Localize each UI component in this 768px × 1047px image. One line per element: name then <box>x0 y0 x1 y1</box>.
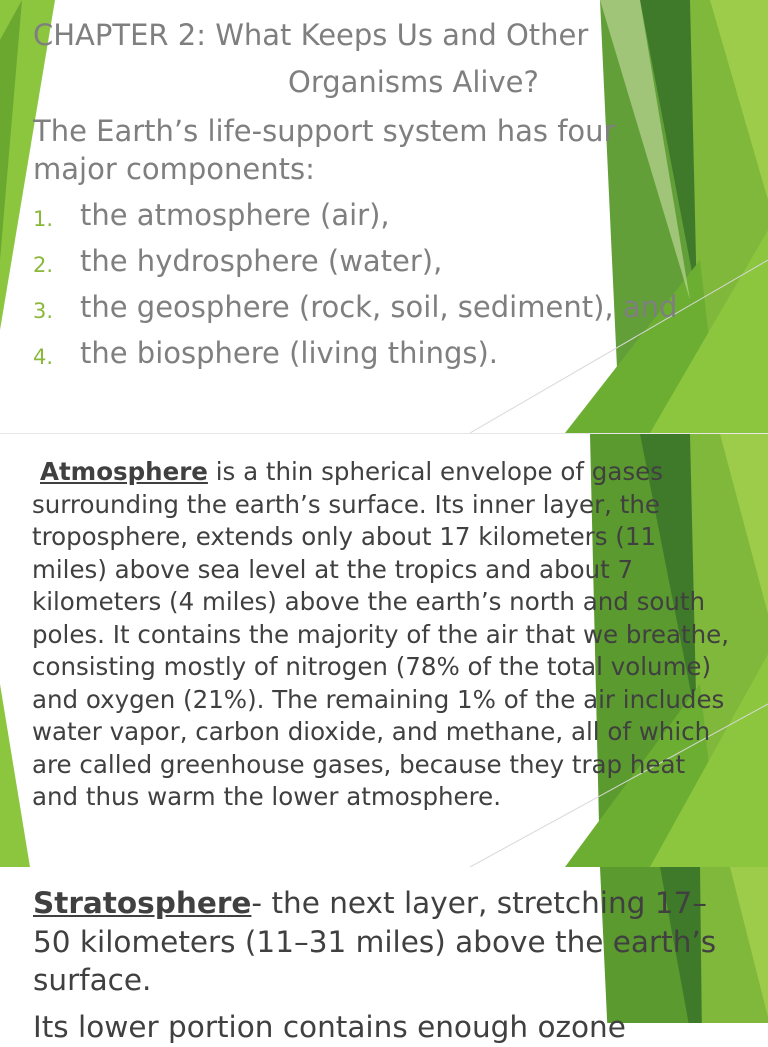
atmosphere-body: is a thin spherical envelope of gases surrounding the earth’s surface. Its inner layer, the troposphere, extends only about 17 kilometers (11 miles) above sea level at the tropics and about 7 kilometers (4 miles) above the earth’s north and south poles. It contains the majority of the air that we breathe, consisting mostly of nitrogen (78% of the total volume) and oxygen (21%). The remaining 1% of the air includes water vapor, carbon dioxide, and methane, all of which are called greenhouse gases, because they trap heat and thus warm the lower atmosphere. <box>32 457 730 811</box>
list-item-text: the geosphere (rock, soil, sediment), and <box>80 290 678 324</box>
list-item-text: the biosphere (living things). <box>80 336 498 370</box>
list-item <box>33 196 693 234</box>
list-item <box>33 242 693 280</box>
list-number: 1. <box>33 207 54 231</box>
list-number: 2. <box>33 253 54 277</box>
list-number: 4. <box>33 345 54 369</box>
list-item-text: the hydrosphere (water), <box>80 244 443 278</box>
list-number: 3. <box>33 299 54 323</box>
slide-title-line1: CHAPTER 2: What Keeps Us and Other <box>33 18 589 52</box>
list-item <box>33 334 693 372</box>
slide-1 <box>0 0 768 433</box>
list-item <box>33 288 693 326</box>
intro-text: The Earth’s life-support system has four major components: <box>33 114 616 186</box>
list-item-text: the atmosphere (air), <box>80 198 390 232</box>
stratosphere-next-line: Its lower portion contains enough ozone <box>33 1010 626 1044</box>
atmosphere-heading: Atmosphere <box>40 457 208 486</box>
atmosphere-paragraph <box>32 456 732 864</box>
stratosphere-heading: Stratosphere <box>33 886 252 920</box>
stratosphere-body: - the next layer, stretching 17–50 kilometers (11–31 miles) above the earth’s surface. <box>33 886 717 997</box>
slide-title-line2: Organisms Alive? <box>288 65 539 99</box>
components-list <box>33 196 693 380</box>
stratosphere-paragraph <box>33 884 733 1000</box>
